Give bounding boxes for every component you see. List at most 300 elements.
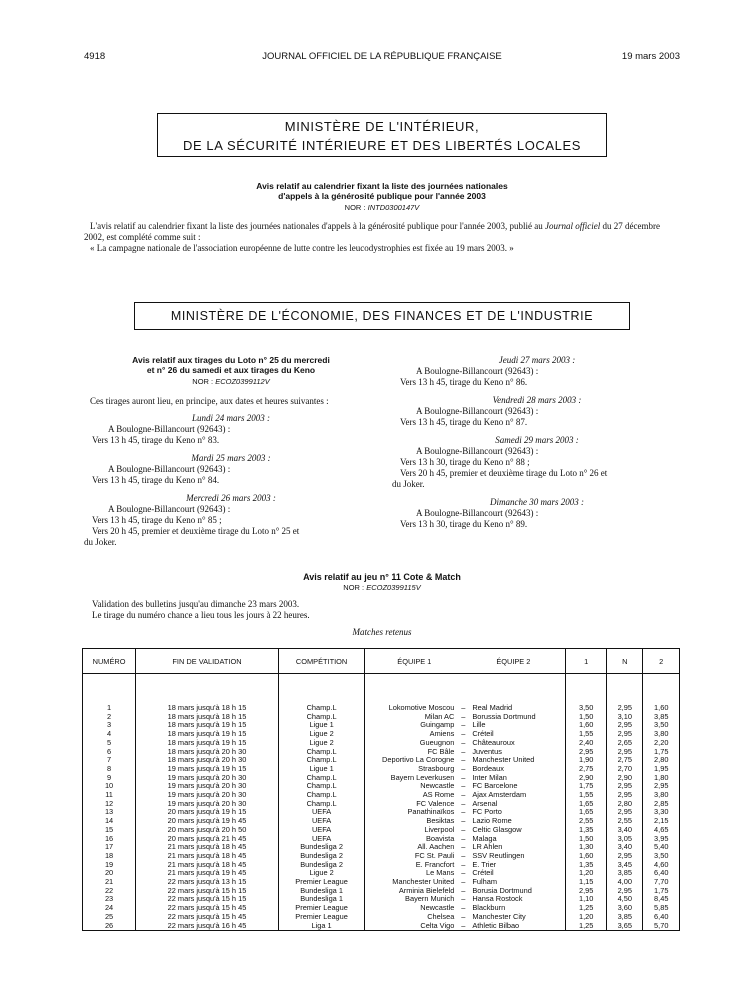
team2: Châteauroux (472, 737, 515, 747)
match-number: 19 (83, 861, 136, 870)
teams-cell (365, 704, 566, 713)
team1: Guingamp (420, 720, 455, 730)
table-header-row (83, 649, 680, 674)
team1: Celta Vigo (420, 920, 455, 930)
end-validation: 22 mars jusqu'à 15 h 45 (136, 904, 279, 913)
end-validation: 22 mars jusqu'à 15 h 45 (136, 913, 279, 922)
end-validation: 18 mars jusqu'à 19 h 15 (136, 730, 279, 739)
teams-cell (365, 835, 566, 844)
end-validation: 22 mars jusqu'à 15 h 15 (136, 887, 279, 896)
col-header-1: 1 (566, 649, 607, 674)
odds-n: 2,95 (607, 791, 643, 800)
end-validation: 18 mars jusqu'à 18 h 15 (136, 713, 279, 722)
table-caption: Matches retenus (352, 627, 412, 637)
teams-cell (365, 895, 566, 904)
team1: E. Francfort (415, 859, 455, 869)
odds-n: 2,65 (607, 739, 643, 748)
team2: Fulham (472, 877, 497, 887)
odds-n: 3,40 (607, 843, 643, 852)
notice-generosity-para1: L'avis relatif au calendrier fixant la liste des journées nationales d'appels à la générosité publique pour l'année 2003, publié au Journal officiel du 27 décembre 2002, est complété comme suit : (84, 221, 660, 242)
odds-2: 1,80 (643, 774, 680, 783)
match-number: 9 (83, 774, 136, 783)
notice-generosity (84, 181, 680, 254)
team1: Manchester United (392, 877, 455, 887)
team1: All. Aachen (417, 842, 455, 852)
end-validation: 22 mars jusqu'à 15 h 15 (136, 895, 279, 904)
end-validation: 21 mars jusqu'à 18 h 45 (136, 852, 279, 861)
odds-n: 3,45 (607, 861, 643, 870)
odds-n: 3,10 (607, 713, 643, 722)
day-heading: Lundi 24 mars 2003 : (191, 413, 270, 423)
competition: Champ.L (278, 756, 364, 765)
odds-1: 1,60 (566, 852, 607, 861)
odds-n: 4,00 (607, 878, 643, 887)
teams-cell (365, 756, 566, 765)
team2: Lazio Rome (472, 816, 512, 826)
teams (368, 843, 562, 852)
match-number: 6 (83, 748, 136, 757)
odds-1: 1,90 (566, 756, 607, 765)
odds-2: 1,60 (643, 704, 680, 713)
page-header (84, 51, 680, 65)
odds-1: 1,65 (566, 800, 607, 809)
day-line: Vers 13 h 45, tirage du Keno n° 86. (400, 377, 528, 387)
teams-cell (365, 852, 566, 861)
competition: Bundesliga 2 (278, 852, 364, 861)
odds-1: 2,95 (566, 887, 607, 896)
odds-2: 2,20 (643, 739, 680, 748)
match-number: 8 (83, 765, 136, 774)
team-separator: – (461, 807, 466, 817)
team1: Milan AC (424, 711, 455, 721)
odds-n: 4,50 (607, 895, 643, 904)
team-separator: – (461, 894, 466, 904)
odds-2: 3,85 (643, 713, 680, 722)
team-separator: – (461, 711, 466, 721)
notice-loto-days-right (392, 355, 682, 530)
match-number: 2 (83, 713, 136, 722)
day-line: Vers 20 h 45, premier et deuxième tirage du Loto n° 26 et (400, 468, 608, 478)
odds-n: 2,90 (607, 774, 643, 783)
teams-cell (365, 800, 566, 809)
teams-cell (365, 913, 566, 922)
teams (368, 904, 562, 913)
team1: Lokomotive Moscou (388, 703, 455, 712)
col-header-n: N (607, 649, 643, 674)
notice-cote-match-line2: Le tirage du numéro chance a lieu tous les jours à 22 heures. (92, 610, 310, 620)
teams (368, 852, 562, 861)
match-number: 5 (83, 739, 136, 748)
team-separator: – (461, 720, 466, 730)
team-separator: – (461, 868, 466, 878)
team-separator: – (461, 781, 466, 791)
team1: Newcastle (420, 781, 455, 791)
team-separator: – (461, 859, 466, 869)
match-number: 15 (83, 826, 136, 835)
day-line: Vers 13 h 45, tirage du Keno n° 85 ; (92, 515, 222, 525)
teams-cell (365, 782, 566, 791)
odds-2: 4,60 (643, 861, 680, 870)
end-validation: 19 mars jusqu'à 20 h 30 (136, 782, 279, 791)
odds-n: 3,85 (607, 913, 643, 922)
day-place: A Boulogne-Billancourt (92643) : (416, 406, 539, 416)
match-number: 4 (83, 730, 136, 739)
match-number: 17 (83, 843, 136, 852)
end-validation: 20 mars jusqu'à 20 h 50 (136, 826, 279, 835)
ministry-interior-box (157, 113, 607, 157)
team2: Celtic Glasgow (472, 824, 522, 834)
team1: FC Valence (416, 798, 455, 808)
team-separator: – (461, 729, 466, 739)
odds-n: 2,95 (607, 730, 643, 739)
match-number: 13 (83, 808, 136, 817)
odds-1: 2,40 (566, 739, 607, 748)
day-heading: Vendredi 28 mars 2003 : (492, 395, 582, 405)
end-validation: 21 mars jusqu'à 19 h 45 (136, 869, 279, 878)
end-validation: 22 mars jusqu'à 16 h 45 (136, 922, 279, 931)
team-separator: – (461, 842, 466, 852)
teams (368, 756, 562, 765)
team2: Borusia Dortmund (472, 885, 532, 895)
team-separator: – (461, 746, 466, 756)
odds-1: 2,90 (566, 774, 607, 783)
match-number: 3 (83, 721, 136, 730)
team1: Besiktas (426, 816, 455, 826)
teams (368, 887, 562, 896)
odds-n: 2,95 (607, 887, 643, 896)
day-place: A Boulogne-Billancourt (92643) : (416, 508, 539, 518)
competition: Premier League (278, 913, 364, 922)
team2: Arsenal (472, 798, 498, 808)
teams (368, 808, 562, 817)
odds-1: 1,15 (566, 878, 607, 887)
odds-1: 3,50 (566, 704, 607, 713)
competition: Liga 1 (278, 922, 364, 931)
team-separator: – (461, 737, 466, 747)
odds-1: 1,50 (566, 713, 607, 722)
teams (368, 861, 562, 870)
teams-cell (365, 904, 566, 913)
team1: Chelsea (427, 911, 455, 921)
teams (368, 922, 562, 931)
team2: Inter Milan (472, 772, 507, 782)
table-row (83, 922, 680, 931)
team2: LR Ahlen (472, 842, 503, 852)
odds-n: 2,95 (607, 748, 643, 757)
team1: Bayern Munich (405, 894, 455, 904)
odds-n: 2,80 (607, 800, 643, 809)
team2: Hansa Rostock (472, 894, 523, 904)
odds-1: 2,75 (566, 765, 607, 774)
competition: Champ.L (278, 782, 364, 791)
end-validation: 20 mars jusqu'à 21 h 45 (136, 835, 279, 844)
odds-1: 1,60 (566, 721, 607, 730)
journal-title: JOURNAL OFFICIEL DE LA RÉPUBLIQUE FRANÇAISE (262, 51, 502, 62)
competition: UEFA (278, 835, 364, 844)
end-validation: 21 mars jusqu'à 18 h 45 (136, 861, 279, 870)
teams-cell (365, 739, 566, 748)
col-header-number: NUMÉRO (83, 649, 136, 674)
end-validation: 18 mars jusqu'à 19 h 15 (136, 739, 279, 748)
odds-1: 1,20 (566, 869, 607, 878)
competition: Champ.L (278, 791, 364, 800)
competition: UEFA (278, 817, 364, 826)
odds-2: 5,70 (643, 922, 680, 931)
col-header-2: 2 (643, 649, 680, 674)
teams-cell (365, 826, 566, 835)
teams-cell (365, 817, 566, 826)
match-number: 18 (83, 852, 136, 861)
team1: Newcastle (420, 903, 455, 913)
notice-loto-title-1: Avis relatif aux tirages du Loto n° 25 du mercredi (132, 355, 330, 365)
teams (368, 721, 562, 730)
col-header-end-validation: FIN DE VALIDATION (136, 649, 279, 674)
day-heading: Jeudi 27 mars 2003 : (498, 355, 576, 365)
end-validation: 19 mars jusqu'à 20 h 30 (136, 800, 279, 809)
day-place: A Boulogne-Billancourt (92643) : (108, 464, 231, 474)
notice-generosity-title-1: Avis relatif au calendrier fixant la liste des journées nationales (256, 181, 508, 191)
odds-1: 1,50 (566, 835, 607, 844)
team2: Lille (472, 720, 486, 730)
odds-n: 2,95 (607, 782, 643, 791)
match-number: 14 (83, 817, 136, 826)
odds-2: 1,75 (643, 748, 680, 757)
day-heading: Mercredi 26 mars 2003 : (186, 493, 276, 503)
day-line: Vers 13 h 45, tirage du Keno n° 83. (92, 435, 220, 445)
team1: Arminia Bielefeld (398, 885, 455, 895)
teams (368, 895, 562, 904)
competition: Bundesliga 2 (278, 861, 364, 870)
notice-loto-days-left (84, 413, 378, 548)
odds-2: 3,95 (643, 835, 680, 844)
odds-1: 1,35 (566, 826, 607, 835)
day-block (392, 497, 682, 530)
day-place: A Boulogne-Billancourt (92643) : (416, 366, 539, 376)
teams-cell (365, 922, 566, 931)
teams-cell (365, 878, 566, 887)
day-block (84, 453, 378, 486)
odds-2: 7,70 (643, 878, 680, 887)
teams-cell (365, 730, 566, 739)
odds-n: 2,95 (607, 852, 643, 861)
teams (368, 739, 562, 748)
team-separator: – (461, 798, 466, 808)
day-heading: Samedi 29 mars 2003 : (495, 435, 579, 445)
day-heading: Mardi 25 mars 2003 : (191, 453, 271, 463)
odds-2: 3,50 (643, 852, 680, 861)
page-number: 4918 (84, 51, 106, 62)
odds-1: 1,55 (566, 730, 607, 739)
match-number: 7 (83, 756, 136, 765)
day-line: du Joker. (392, 479, 425, 489)
competition: Ligue 2 (278, 739, 364, 748)
team1: AS Rome (422, 790, 455, 800)
team2: Manchester United (472, 755, 535, 765)
teams (368, 878, 562, 887)
end-validation: 18 mars jusqu'à 18 h 15 (136, 704, 279, 713)
col-header-team1: ÉQUIPE 1 (397, 656, 432, 666)
team-separator: – (461, 850, 466, 860)
team2: Juventus (472, 746, 502, 756)
match-number: 20 (83, 869, 136, 878)
odds-n: 2,95 (607, 704, 643, 713)
notice-cote-match-line1: Validation des bulletins jusqu'au dimanche 23 mars 2003. (92, 599, 300, 609)
notice-generosity-nor: NOR : INTD0300147V (344, 203, 420, 212)
team2: Manchester City (472, 911, 526, 921)
teams (368, 730, 562, 739)
odds-1: 1,75 (566, 782, 607, 791)
teams (368, 800, 562, 809)
team1: Bayern Leverkusen (390, 772, 455, 782)
competition: Ligue 2 (278, 730, 364, 739)
team-separator: – (461, 903, 466, 913)
teams-cell (365, 861, 566, 870)
team1: Amiens (429, 729, 455, 739)
team2: Athletic Bilbao (472, 920, 520, 930)
day-line: du Joker. (84, 537, 117, 547)
end-validation: 19 mars jusqu'à 19 h 15 (136, 765, 279, 774)
competition: Ligue 1 (278, 721, 364, 730)
team-separator: – (461, 703, 466, 712)
odds-2: 6,40 (643, 869, 680, 878)
day-place: A Boulogne-Billancourt (92643) : (108, 424, 231, 434)
team-separator: – (461, 920, 466, 930)
team2: SSV Reutlingen (472, 850, 525, 860)
odds-n: 2,95 (607, 808, 643, 817)
odds-2: 2,95 (643, 782, 680, 791)
end-validation: 18 mars jusqu'à 20 h 30 (136, 756, 279, 765)
odds-1: 1,25 (566, 904, 607, 913)
end-validation: 18 mars jusqu'à 20 h 30 (136, 748, 279, 757)
competition: UEFA (278, 826, 364, 835)
match-number: 16 (83, 835, 136, 844)
team-separator: – (461, 790, 466, 800)
team2: E. Trier (472, 859, 497, 869)
matches-table (82, 648, 680, 931)
team2: Real Madrid (472, 703, 513, 712)
team-separator: – (461, 772, 466, 782)
match-number: 23 (83, 895, 136, 904)
team2: Ajax Amsterdam (472, 790, 527, 800)
notice-loto-right-column (392, 355, 682, 530)
odds-1: 2,55 (566, 817, 607, 826)
match-number: 21 (83, 878, 136, 887)
day-line: Vers 13 h 30, tirage du Keno n° 89. (400, 519, 528, 529)
notice-cote-match (84, 572, 680, 638)
ministry-economy-line1: MINISTÈRE DE L'ÉCONOMIE, DES FINANCES ET DE L'INDUSTRIE (170, 309, 594, 323)
odds-2: 8,45 (643, 895, 680, 904)
notice-cote-match-nor: NOR : ECOZ0399115V (343, 583, 421, 592)
team2: FC Barcelone (472, 781, 518, 791)
odds-2: 1,95 (643, 765, 680, 774)
team1: Strasbourg (418, 763, 455, 773)
end-validation: 19 mars jusqu'à 20 h 30 (136, 791, 279, 800)
competition: Champ.L (278, 704, 364, 713)
notice-loto-intro: Ces tirages auront lieu, en principe, aux dates et heures suivantes : (90, 396, 329, 406)
teams-cell (365, 887, 566, 896)
match-number: 25 (83, 913, 136, 922)
odds-2: 3,80 (643, 730, 680, 739)
team1: Deportivo La Corogne (382, 755, 455, 765)
notice-loto-left-column (84, 355, 378, 548)
competition: Premier League (278, 878, 364, 887)
ministry-interior-line2: DE LA SÉCURITÉ INTÉRIEURE ET DES LIBERTÉS LOCALES (182, 138, 582, 153)
competition: Bundesliga 2 (278, 843, 364, 852)
odds-n: 3,40 (607, 826, 643, 835)
odds-n: 2,70 (607, 765, 643, 774)
odds-2: 4,65 (643, 826, 680, 835)
odds-2: 6,40 (643, 913, 680, 922)
match-number: 11 (83, 791, 136, 800)
competition: Ligue 2 (278, 869, 364, 878)
team1: FC Bâle (427, 746, 455, 756)
odds-2: 3,50 (643, 721, 680, 730)
teams (368, 835, 562, 844)
teams-cell (365, 721, 566, 730)
team1: Boavista (425, 833, 455, 843)
competition: Premier League (278, 904, 364, 913)
team2: Blackburn (472, 903, 506, 913)
end-validation: 22 mars jusqu'à 13 h 15 (136, 878, 279, 887)
team-separator: – (461, 885, 466, 895)
end-validation: 20 mars jusqu'à 19 h 45 (136, 817, 279, 826)
odds-2: 3,80 (643, 791, 680, 800)
notice-cote-match-title: Avis relatif au jeu n° 11 Cote & Match (303, 572, 461, 582)
col-header-teams (365, 649, 566, 674)
notice-generosity-para2: « La campagne nationale de l'association européenne de lutte contre les leucodystrophies est fixée au 19 mars 2003. » (90, 243, 514, 253)
competition: Bundesliga 1 (278, 887, 364, 896)
day-line: Vers 13 h 45, tirage du Keno n° 84. (92, 475, 220, 485)
team-separator: – (461, 833, 466, 843)
competition: Champ.L (278, 774, 364, 783)
day-place: A Boulogne-Billancourt (92643) : (416, 446, 539, 456)
day-heading: Dimanche 30 mars 2003 : (490, 497, 584, 507)
teams-cell (365, 791, 566, 800)
odds-1: 2,95 (566, 748, 607, 757)
match-number: 10 (83, 782, 136, 791)
end-validation: 18 mars jusqu'à 19 h 15 (136, 721, 279, 730)
teams (368, 782, 562, 791)
team2: Créteil (472, 729, 494, 739)
match-number: 26 (83, 922, 136, 931)
competition: Champ.L (278, 800, 364, 809)
teams-cell (365, 713, 566, 722)
day-block (84, 413, 378, 446)
day-block (392, 435, 682, 490)
odds-1: 1,35 (566, 861, 607, 870)
day-block (392, 355, 682, 388)
team1: Gueugnon (419, 737, 455, 747)
competition: Ligue 1 (278, 765, 364, 774)
match-number: 1 (83, 704, 136, 713)
end-validation: 21 mars jusqu'à 18 h 45 (136, 843, 279, 852)
odds-n: 2,55 (607, 817, 643, 826)
odds-2: 3,30 (643, 808, 680, 817)
odds-n: 3,60 (607, 904, 643, 913)
odds-1: 1,55 (566, 791, 607, 800)
notice-generosity-title-2: d'appels à la générosité publique pour l'année 2003 (278, 191, 486, 201)
teams (368, 913, 562, 922)
odds-2: 2,80 (643, 756, 680, 765)
odds-1: 1,10 (566, 895, 607, 904)
team-separator: – (461, 763, 466, 773)
odds-2: 5,40 (643, 843, 680, 852)
team-separator: – (461, 755, 466, 765)
competition: Champ.L (278, 713, 364, 722)
ministry-interior-line1: MINISTÈRE DE L'INTÉRIEUR, (284, 119, 480, 134)
odds-2: 1,75 (643, 887, 680, 896)
teams-cell (365, 774, 566, 783)
